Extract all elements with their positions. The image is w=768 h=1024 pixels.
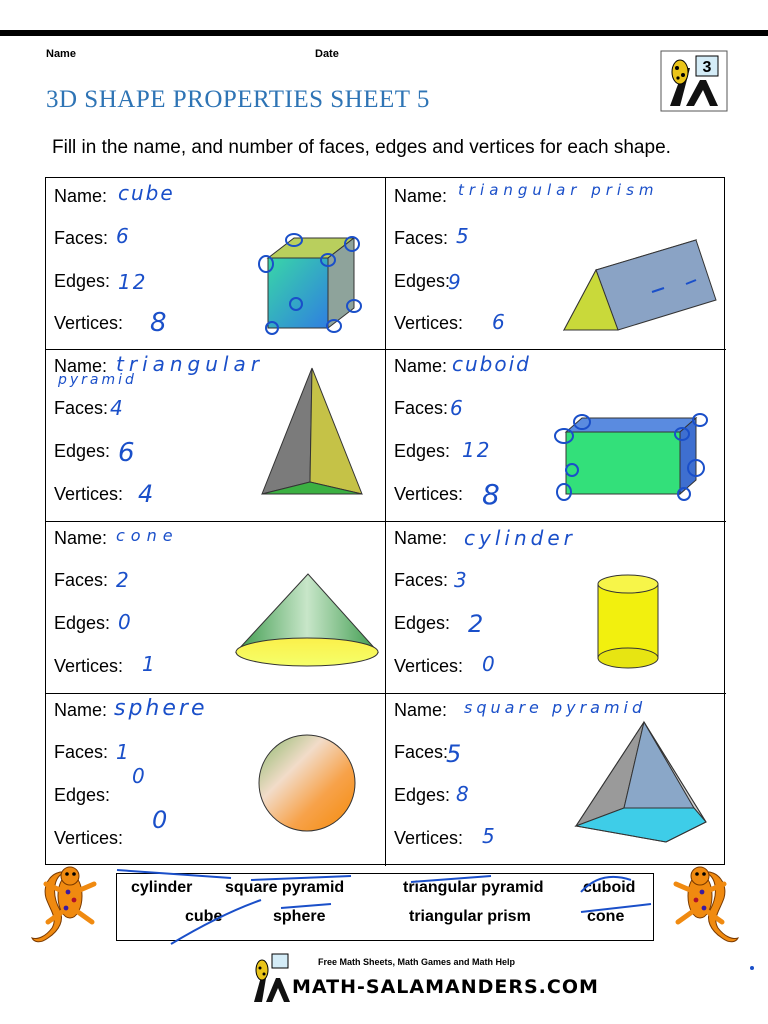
- answer-vertices[interactable]: 8: [150, 308, 169, 338]
- answer-edges[interactable]: 6: [118, 438, 137, 468]
- page-title: 3D SHAPE PROPERTIES SHEET 5: [46, 86, 430, 113]
- faces-prompt: Faces:: [394, 742, 449, 762]
- shape-cell: [386, 350, 726, 522]
- name-prompt: Name:: [54, 528, 108, 548]
- answer-faces[interactable]: 4: [110, 396, 125, 420]
- sphere-icon: [252, 728, 362, 838]
- name-prompt: Name:: [394, 186, 448, 206]
- edges-prompt: Edges:: [54, 613, 111, 633]
- answer-edges[interactable]: 9: [448, 270, 463, 294]
- cube-icon: [254, 230, 374, 340]
- top-rule: [0, 30, 768, 36]
- name-prompt: Name:: [54, 700, 108, 720]
- edges-prompt: Edges:: [394, 785, 451, 805]
- name-prompt: Name:: [394, 356, 448, 376]
- name-label: Name: [46, 48, 76, 60]
- answer-edges[interactable]: 8: [456, 782, 471, 806]
- edges-prompt: Edges:: [54, 271, 111, 291]
- answer-faces[interactable]: 2: [116, 568, 131, 592]
- vertices-prompt: Vertices:: [54, 313, 124, 333]
- square-pyramid-icon: [572, 718, 712, 848]
- word-bank-item: cone: [587, 908, 625, 925]
- triangular-pyramid-icon: [256, 364, 368, 504]
- salamander-left-icon: [30, 866, 106, 948]
- faces-prompt: Faces:: [54, 742, 109, 762]
- name-prompt: Name:: [394, 528, 448, 548]
- word-bank-item: sphere: [273, 908, 326, 925]
- vertices-prompt: Vertices:: [394, 313, 464, 333]
- vertices-prompt: Vertices:: [394, 828, 464, 848]
- shape-cell: [46, 694, 386, 866]
- name-prompt: Name:: [54, 186, 108, 206]
- answer-vertices[interactable]: 1: [142, 652, 157, 676]
- word-bank: [116, 873, 654, 941]
- footer-tagline: Free Math Sheets, Math Games and Math Help: [318, 957, 516, 967]
- answer-vertices[interactable]: 0: [482, 652, 497, 676]
- answer-name[interactable]: square pyramid: [464, 698, 647, 717]
- answer-vertices[interactable]: 4: [138, 480, 156, 508]
- vertices-prompt: Vertices:: [54, 828, 124, 848]
- edges-prompt: Edges:: [54, 441, 111, 461]
- word-bank-item: square pyramid: [225, 879, 345, 896]
- date-label: Date: [315, 48, 339, 60]
- answer-name[interactable]: triangular prism: [458, 181, 659, 199]
- instructions: Fill in the name, and number of faces, edges and vertices for each shape.: [52, 137, 671, 158]
- footer-site-link[interactable]: MATH-SALAMANDERS.COM: [292, 976, 599, 998]
- vertices-prompt: Vertices:: [54, 656, 124, 676]
- shape-cell: [386, 178, 726, 350]
- word-bank-item: triangular pyramid: [403, 879, 544, 896]
- answer-name[interactable]: cone: [116, 526, 179, 545]
- answer-faces[interactable]: 5: [456, 224, 471, 248]
- faces-prompt: Faces:: [54, 228, 109, 248]
- answer-vertices[interactable]: 6: [492, 310, 507, 334]
- answer-name[interactable]: cube: [118, 181, 175, 205]
- answer-name[interactable]: cylinder: [464, 526, 576, 550]
- answer-vertices[interactable]: 8: [482, 478, 502, 511]
- edges-prompt: Edges:: [394, 271, 451, 291]
- answer-vertices[interactable]: 5: [482, 824, 497, 848]
- word-bank-item: cylinder: [131, 879, 193, 896]
- triangular-prism-icon: [556, 236, 722, 336]
- vertices-prompt: Vertices:: [54, 484, 124, 504]
- word-bank-item: cuboid: [583, 879, 636, 896]
- answer-edges[interactable]: 0: [132, 764, 147, 788]
- shape-cell: [386, 522, 726, 694]
- answer-edges[interactable]: 0: [118, 610, 133, 634]
- answer-faces[interactable]: 6: [450, 396, 465, 420]
- answer-name[interactable]: triangular: [116, 352, 264, 376]
- cuboid-icon: [536, 410, 716, 510]
- salamander-logo-icon: [660, 50, 728, 112]
- edges-prompt: Edges:: [394, 613, 451, 633]
- shape-cell: [386, 694, 726, 866]
- word-bank-item: cube: [185, 908, 223, 925]
- answer-vertices[interactable]: 0: [152, 806, 170, 834]
- faces-prompt: Faces:: [394, 398, 449, 418]
- shape-grid: [45, 177, 725, 865]
- word-bank-item: triangular prism: [409, 908, 531, 925]
- faces-prompt: Faces:: [394, 228, 449, 248]
- ink-dot: [750, 966, 754, 970]
- salamander-right-icon: [664, 866, 740, 948]
- answer-name[interactable]: sphere: [114, 696, 208, 721]
- answer-faces[interactable]: 1: [116, 740, 131, 764]
- vertices-prompt: Vertices:: [394, 484, 464, 504]
- shape-cell: [46, 178, 386, 350]
- crossout-marks: [111, 864, 671, 954]
- answer-faces[interactable]: 6: [116, 224, 131, 248]
- name-prompt: Name:: [54, 356, 108, 376]
- answer-edges[interactable]: 12: [118, 270, 148, 294]
- shape-cell: [46, 522, 386, 694]
- answer-name[interactable]: cuboid: [452, 352, 531, 376]
- vertices-prompt: Vertices:: [394, 656, 464, 676]
- logo-number: 3: [702, 59, 712, 76]
- cone-icon: [232, 570, 382, 670]
- shape-cell: [46, 350, 386, 522]
- answer-name-line2[interactable]: pyramid: [58, 372, 137, 388]
- answer-faces[interactable]: 3: [454, 568, 469, 592]
- edges-prompt: Edges:: [394, 441, 451, 461]
- footer-logo-icon: [250, 952, 292, 1004]
- answer-edges[interactable]: 12: [462, 438, 492, 462]
- answer-edges[interactable]: 2: [468, 610, 486, 638]
- name-prompt: Name:: [394, 700, 448, 720]
- edges-prompt: Edges:: [54, 785, 111, 805]
- faces-prompt: Faces:: [54, 398, 109, 418]
- faces-prompt: Faces:: [394, 570, 449, 590]
- faces-prompt: Faces:: [54, 570, 109, 590]
- answer-faces[interactable]: 5: [446, 740, 464, 768]
- cylinder-icon: [592, 572, 664, 672]
